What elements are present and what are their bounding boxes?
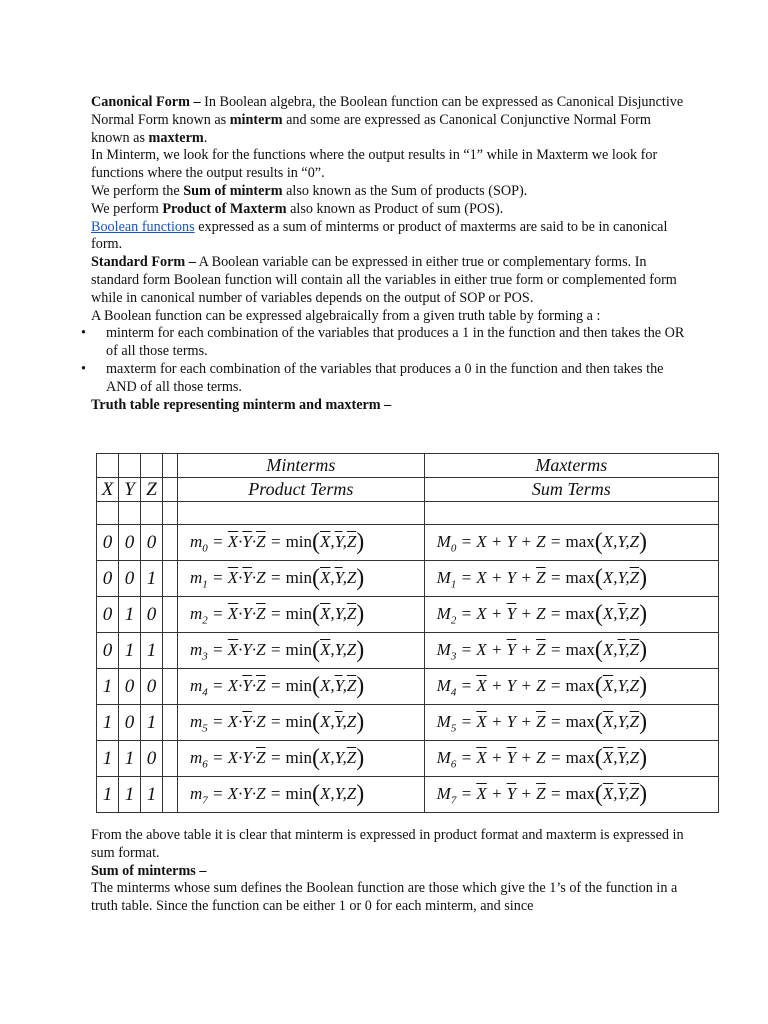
truth-line: A Boolean function can be expressed algebraically from a given truth table by forming a : [91, 307, 601, 324]
minterm-explanation: In Minterm, we look for the functions where the output results in “1” while in Maxterm we look for functions where the output results in “0”. [91, 147, 658, 182]
table-caption: Truth table representing minterm and maxterm – [91, 396, 392, 413]
product-terms-header: Product Terms [178, 478, 425, 502]
table-row: 1 1 1 $m_7 = X\cdot Y\cdot Z = \min(X,Y,Z)$ $M_7 = \overline{X} + \overline{Y} + \overline{Z} = \max(\overline{X},\overline{Y},\overline{Z})$ [97, 777, 719, 813]
table-blank-row [97, 502, 719, 525]
table-row: 0 1 0 $m_2 = \overline{X}\cdot Y\cdot\overline{Z} = \min(\overline{X},Y,\overline{Z})$ $M_2 = X + \overline{Y} + Z = \max(X,\overline{Y},Z)$ [97, 597, 719, 633]
standard-paragraph: Standard Form – A Boolean variable can be expressed in either true or complementary forms. In standard form Boolean function will contain all the variables in either true form or complemented form while in canonical number of variables depends on the output of SOP or POS. [91, 254, 677, 306]
table-row: 1 0 0 $m_4 = X\cdot\overline{Y}\cdot\overline{Z} = \min(X,\overline{Y},\overline{Z})$ $M_4 = \overline{X} + Y + Z = \max(\overline{X},Y,Z)$ [97, 669, 719, 705]
som-line: We perform the Sum of minterm also known as the Sum of products (SOP). [91, 182, 528, 199]
table-row: 1 1 0 $m_6 = X\cdot Y\cdot\overline{Z} = \min(X,Y,\overline{Z})$ $M_6 = \overline{X} + \overline{Y} + Z = \max(\overline{X},\overline{Y},Z)$ [97, 741, 719, 777]
sum-of-minterms-heading: Sum of minterms – [91, 862, 207, 879]
standard-title: Standard Form – [91, 254, 196, 271]
table-row: 0 0 1 $m_1 = \overline{X}\cdot\overline{Y}\cdot Z = \min(\overline{X},\overline{Y},Z)$ $M_1 = X + Y + \overline{Z} = \max(X,Y,\overline{Z})$ [97, 561, 719, 597]
table-row: 0 0 0 $m_0 = \overline{X}\cdot\overline{Y}\cdot\overline{Z} = \min(\overline{X},\overline{Y},\overline{Z})$ $M_0 = X + Y + Z = \max(X,Y,Z)$ [97, 525, 719, 561]
table-row: 0 1 1 $m_3 = \overline{X}\cdot Y\cdot Z = \min(\overline{X},Y,Z)$ $M_3 = X + \overline{Y} + \overline{Z} = \max(X,\overline{Y},\overline{Z})$ [97, 633, 719, 669]
maxterms-header: Maxterms [424, 454, 718, 478]
sum-terms-header: Sum Terms [424, 478, 718, 502]
canonical-paragraph: Canonical Form – In Boolean algebra, the Boolean function can be expressed as Canonical Disjunctive Normal Form known as minterm and some are expressed as Canonical Conjunctive Normal Form known as maxterm. [91, 94, 684, 146]
document-body [91, 94, 691, 414]
minterms-header: Minterms [178, 454, 425, 478]
sum-of-minterms-text: The minterms whose sum defines the Boolean function are those which give the 1’s of the function in a truth table. Since the function can be either 1 or 0 for each minterm, and since [91, 880, 678, 915]
table-subheader-row: X Y Z Product Terms Sum Terms [97, 478, 719, 502]
boolean-functions-link[interactable]: Boolean functions [91, 218, 195, 235]
list-item: • maxterm for each combination of the variables that produces a 0 in the function and then takes the AND of all those terms. [91, 361, 691, 397]
bullet-list [91, 325, 691, 396]
table-header-row [97, 454, 719, 478]
canonical-title: Canonical Form – [91, 94, 201, 110]
pom-line: We perform Product of Maxterm also known as Product of sum (POS). [91, 200, 504, 217]
table-row: 1 0 1 $m_5 = X\cdot\overline{Y}\cdot Z = \min(X,\overline{Y},Z)$ $M_5 = \overline{X} + Y + \overline{Z} = \max(\overline{X},Y,\overline{Z})$ [97, 705, 719, 741]
boolean-functions-line: Boolean functions expressed as a sum of minterms or product of maxterms are said to be in canonical form. [91, 218, 668, 253]
document-continuation [91, 827, 691, 916]
conclusion-text: From the above table it is clear that minterm is expressed in product format and maxterm is expressed in sum format. [91, 827, 684, 861]
list-item: • minterm for each combination of the variables that produces a 1 in the function and then takes the OR of all those terms. [91, 325, 691, 361]
truth-table [96, 453, 719, 813]
